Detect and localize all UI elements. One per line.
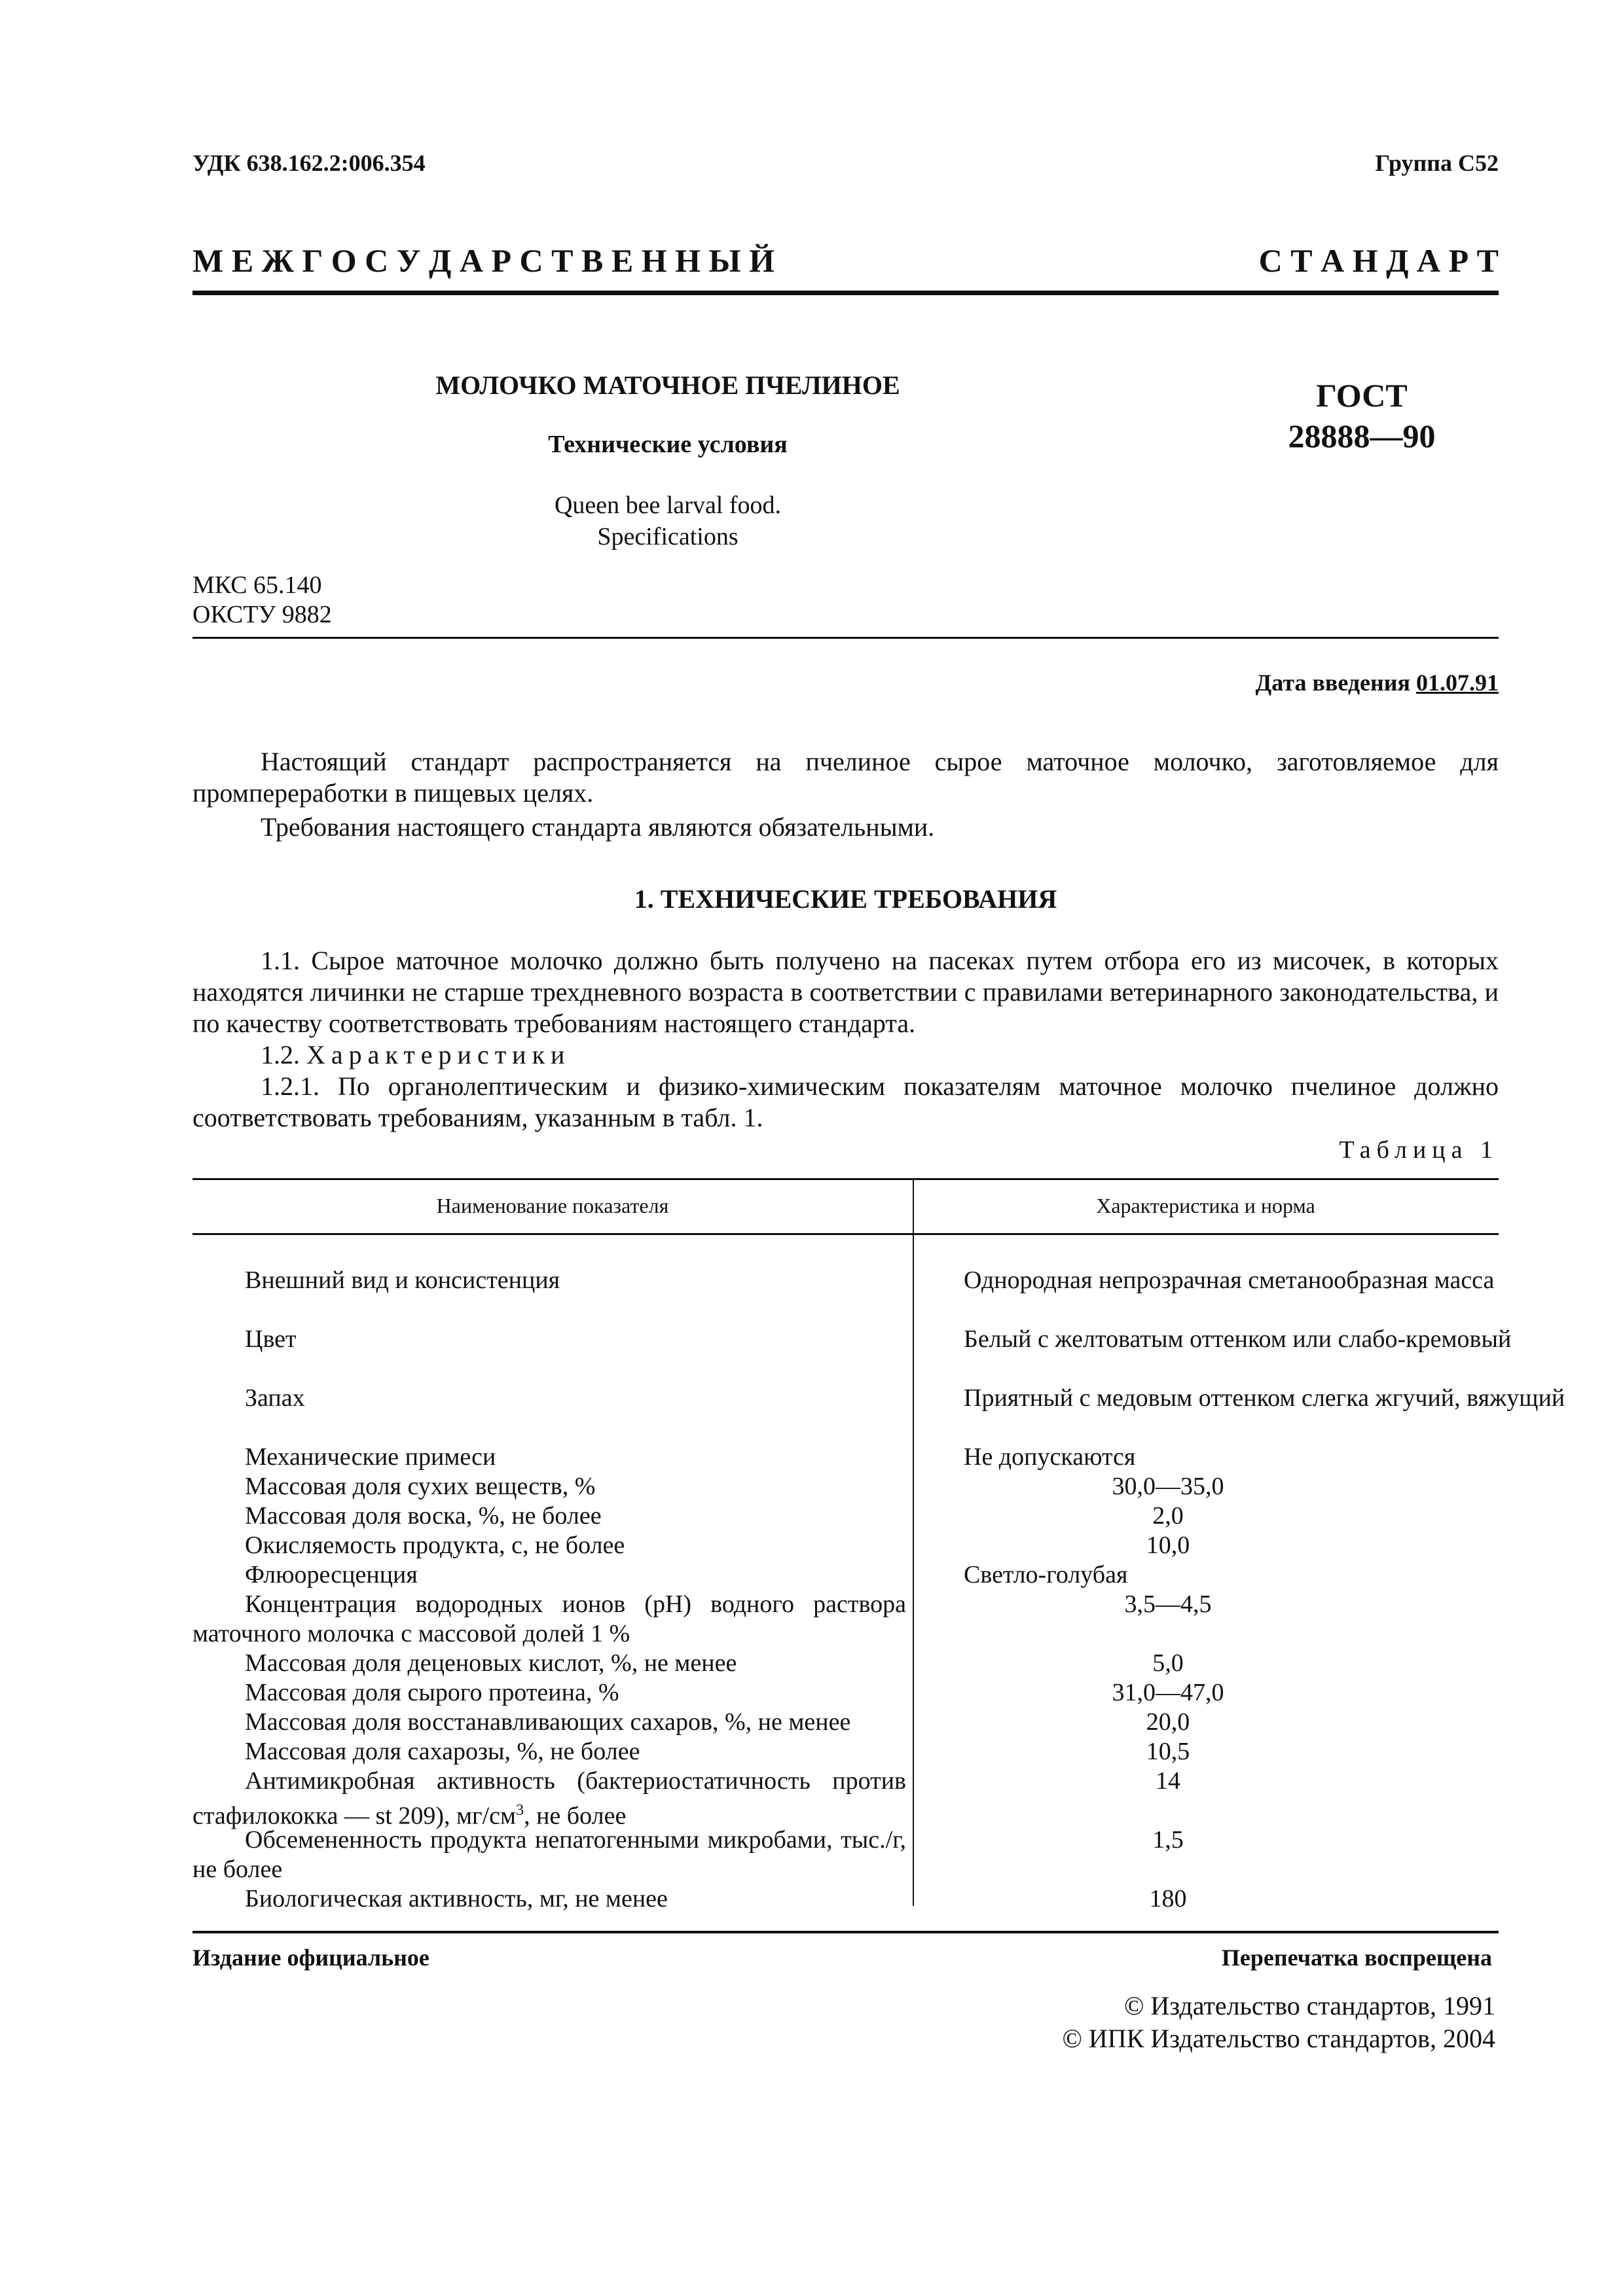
english-title xyxy=(340,490,995,552)
banner-word-standard: С Т А Н Д А Р Т xyxy=(1258,242,1499,279)
row-name xyxy=(192,1767,906,1831)
table-top-rule xyxy=(192,1178,1499,1180)
clause-1-1: 1.1. Сырое маточное молочко должно быть получено на пасеках путем отбора его из мисочек, в которых находятся личинки не старше трехдневного возраста в соответствии с правилами ветеринарного законодательства, и по качеству соответствовать требованиям настоящего стандарта. xyxy=(192,946,1499,1038)
row-name: Окисляемость продукта, с, не более xyxy=(245,1532,625,1559)
row-name: Цвет xyxy=(245,1325,297,1353)
row-name: Биологическая активность, мг, не менее xyxy=(245,1885,668,1912)
row-value: 20,0 xyxy=(1146,1708,1190,1736)
table-header-rule xyxy=(192,1233,1499,1235)
banner-word-interstate: М Е Ж Г О С У Д А Р С Т В Е Н Н Ы Й xyxy=(192,242,775,279)
row-name: Механические примеси xyxy=(245,1443,496,1471)
row-name-suffix: , не более xyxy=(524,1802,627,1830)
clause-1-2-1: 1.2.1. По органолептическим и физико-химическим показателям маточное молочко пчелиное должно соответствовать требованиям, указанным в табл. 1. xyxy=(192,1071,1499,1132)
effective-date xyxy=(1256,669,1499,696)
row-value: 5,0 xyxy=(1152,1649,1184,1677)
row-value: 31,0—47,0 xyxy=(1112,1679,1224,1706)
row-value: 1,5 xyxy=(1152,1826,1184,1854)
document-subtitle: Технические условия xyxy=(548,431,788,458)
row-name: Обсемененность продукта непатогенными микробами, тыс./г, не более xyxy=(192,1826,906,1883)
row-value: Однородная непрозрачная сметанообразная масса xyxy=(964,1266,1495,1294)
english-title-line2: Specifications xyxy=(597,523,739,550)
clause-1-2-number: 1.2. xyxy=(261,1040,300,1069)
effective-date-label: Дата введения xyxy=(1255,670,1410,696)
official-edition: Издание официальное xyxy=(192,1945,429,1971)
top-rule xyxy=(192,291,1499,295)
row-value: 10,0 xyxy=(1146,1532,1190,1559)
copyright-line-1: © Издательство стандартов, 1991 xyxy=(1123,1991,1495,2020)
row-value: 30,0—35,0 xyxy=(1112,1473,1224,1500)
clause-1-2 xyxy=(192,1039,1499,1071)
group-code: Группа С52 xyxy=(1375,150,1499,176)
copyright-line-2: © ИПК Издательство стандартов, 2004 xyxy=(1062,2024,1495,2053)
row-name: Запах xyxy=(245,1384,305,1412)
row-name: Массовая доля воска, %, не более xyxy=(245,1502,602,1530)
bottom-rule xyxy=(192,1931,1499,1933)
classification-codes xyxy=(192,571,332,630)
table-caption: Таблица 1 xyxy=(1339,1136,1499,1164)
row-value: 14 xyxy=(1156,1767,1180,1795)
reprint-prohibited: Перепечатка воспрещена xyxy=(1221,1945,1492,1971)
mks-code: МКС 65.140 xyxy=(192,571,322,599)
row-name-superscript: 3 xyxy=(516,1802,524,1819)
row-value: 2,0 xyxy=(1152,1502,1184,1530)
clause-1-2-title: Характеристики xyxy=(306,1040,571,1069)
okstu-code: ОКСТУ 9882 xyxy=(192,601,332,628)
row-name: Массовая доля сухих веществ, % xyxy=(245,1473,596,1500)
column-header-norm: Характеристика и норма xyxy=(1096,1194,1315,1217)
document-title: МОЛОЧКО МАТОЧНОЕ ПЧЕЛИНОЕ xyxy=(435,370,900,400)
row-name: Концентрация водородных ионов (pH) водного раствора маточного молочка с массовой долей 1 % xyxy=(192,1590,906,1647)
row-name-text: Антимикробная активность (бактериостатичность против стафилококка — st 209), мг/см xyxy=(192,1767,906,1830)
row-name: Массовая доля восстанавливающих сахаров, %, не менее xyxy=(245,1708,851,1736)
row-value: Светло-голубая xyxy=(964,1561,1128,1588)
middle-rule xyxy=(192,637,1499,639)
intro-paragraph-2: Требования настоящего стандарта являются обязательными. xyxy=(261,812,935,842)
udc-code: УДК 638.162.2:006.354 xyxy=(192,150,426,176)
gost-number xyxy=(1231,375,1493,456)
row-value: Белый с желтоватым оттенком или слабо-кремовый xyxy=(964,1325,1512,1353)
row-name: Массовая доля сахарозы, %, не более xyxy=(245,1738,640,1765)
row-name: Внешний вид и консистенция xyxy=(245,1266,560,1294)
row-value: 10,5 xyxy=(1146,1738,1190,1765)
english-title-line1: Queen bee larval food. xyxy=(554,492,782,519)
row-name: Флюоресценция xyxy=(245,1561,418,1588)
column-header-name: Наименование показателя xyxy=(436,1194,669,1217)
row-value: 3,5—4,5 xyxy=(1124,1590,1212,1618)
row-name: Массовая доля сырого протеина, % xyxy=(245,1679,619,1706)
row-value: Приятный с медовым оттенком слегка жгучий, вяжущий xyxy=(964,1384,1565,1412)
row-value: Не допускаются xyxy=(964,1443,1136,1471)
copyright-block xyxy=(1063,1990,1495,2055)
gost-code: 28888—90 xyxy=(1288,418,1436,454)
row-name: Массовая доля деценовых кислот, %, не менее xyxy=(245,1649,737,1677)
row-value: 180 xyxy=(1149,1885,1187,1912)
intro-paragraph-1: Настоящий стандарт распространяется на пчелиное сырое маточное молочко, заготовляемое для промпереработки в пищевых целях. xyxy=(192,747,1499,808)
standard-banner xyxy=(192,241,1499,280)
gost-label: ГОСТ xyxy=(1316,377,1408,414)
section-heading: 1. ТЕХНИЧЕСКИЕ ТРЕБОВАНИЯ xyxy=(634,884,1057,914)
table-column-divider xyxy=(913,1178,914,1906)
effective-date-value: 01.07.91 xyxy=(1416,670,1499,696)
